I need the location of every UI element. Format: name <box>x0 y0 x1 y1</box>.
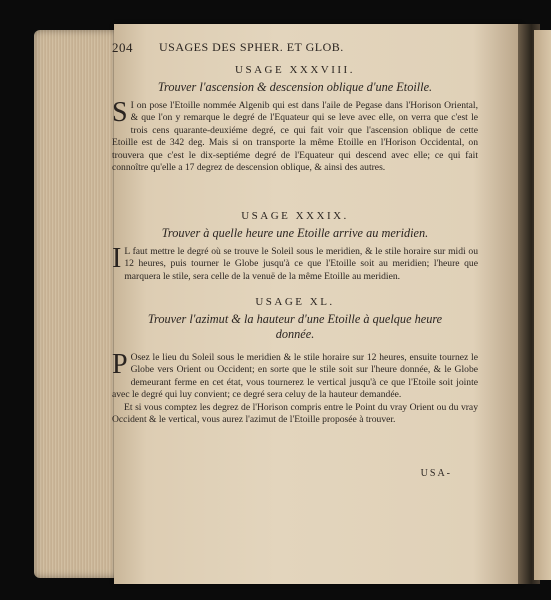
usage-body-40 <box>112 349 478 402</box>
usage-title-39: Trouver à quelle heure une Etoille arrive au meridien. <box>161 226 429 240</box>
usage-title-40: Trouver l'azimut & la hauteur d'une Etoille à quelque heure donnée. <box>147 312 443 341</box>
paragraph-text: L faut mettre le degré où se trouve le Soleil sous le meridien, & le stile horaire sur midi ou 12 heures, puis tourner le Globe jusqu'à ce que l'Etoille soit au meridien; l'heure que marquera le stile, sera celle de la venuë de la même Etoille au meridien. <box>124 246 478 282</box>
usage-body-40-cont: Et si vous comptez les degrez de l'Horison compris entre le Point du vray Orient ou du vray Occident & le vertical, vous aurez l'azimut de l'Etoille proposée à trouver. <box>112 402 478 426</box>
usage-body-39 <box>112 243 478 283</box>
paragraph-text: I on pose l'Etoille nommée Algenib qui est dans l'aile de Pegase dans l'Horison Oriental, & que l'on y remarque le degré de l'Equateur qui se leve avec elle, on verra que c'est le trois cens quarante-deuxiéme degré, ce qui fait voir que l'ascension oblique de cette Etoille est de 342 deg. Mais si on transporte la même Etoille en l'Horison Occidental, on trouvera que c'est le dix-septiéme degré de l'Equateur qui descend avec elle; ce qui fait connoître qu'elle a 17 degrez de descension oblique, & ainsi des autres. <box>112 100 478 174</box>
right-page-edge <box>534 30 551 580</box>
usage-body-38 <box>112 97 478 174</box>
page-number: 204 <box>112 40 133 55</box>
running-header <box>112 40 478 56</box>
drop-cap: S <box>112 97 128 128</box>
usage-heading-38: USAGE XXXVIII. <box>235 64 355 76</box>
catchword: USA- <box>420 468 452 479</box>
usage-heading-39: USAGE XXXIX. <box>241 210 349 222</box>
running-title: USAGES DES SPHER. ET GLOB. <box>159 40 344 54</box>
drop-cap: P <box>112 349 128 380</box>
drop-cap: I <box>112 243 122 274</box>
usage-title-38: Trouver l'ascension & descension oblique d'une Etoille. <box>157 80 433 94</box>
paragraph-text: Osez le lieu du Soleil sous le meridien & le stile horaire sur 12 heures, ensuite tournez le Globe vers Orient ou Occident; en sorte que le stile soit sur l'heure donnée, & le Globe demeurant ferme en cet état, vous tournerez le vertical jusqu'à ce que l'Etoile soit jointe avec le degré qui luy convient; ce degré sera celuy de la hauteur demandée. <box>112 352 478 401</box>
usage-heading-40: USAGE XL. <box>255 296 335 308</box>
